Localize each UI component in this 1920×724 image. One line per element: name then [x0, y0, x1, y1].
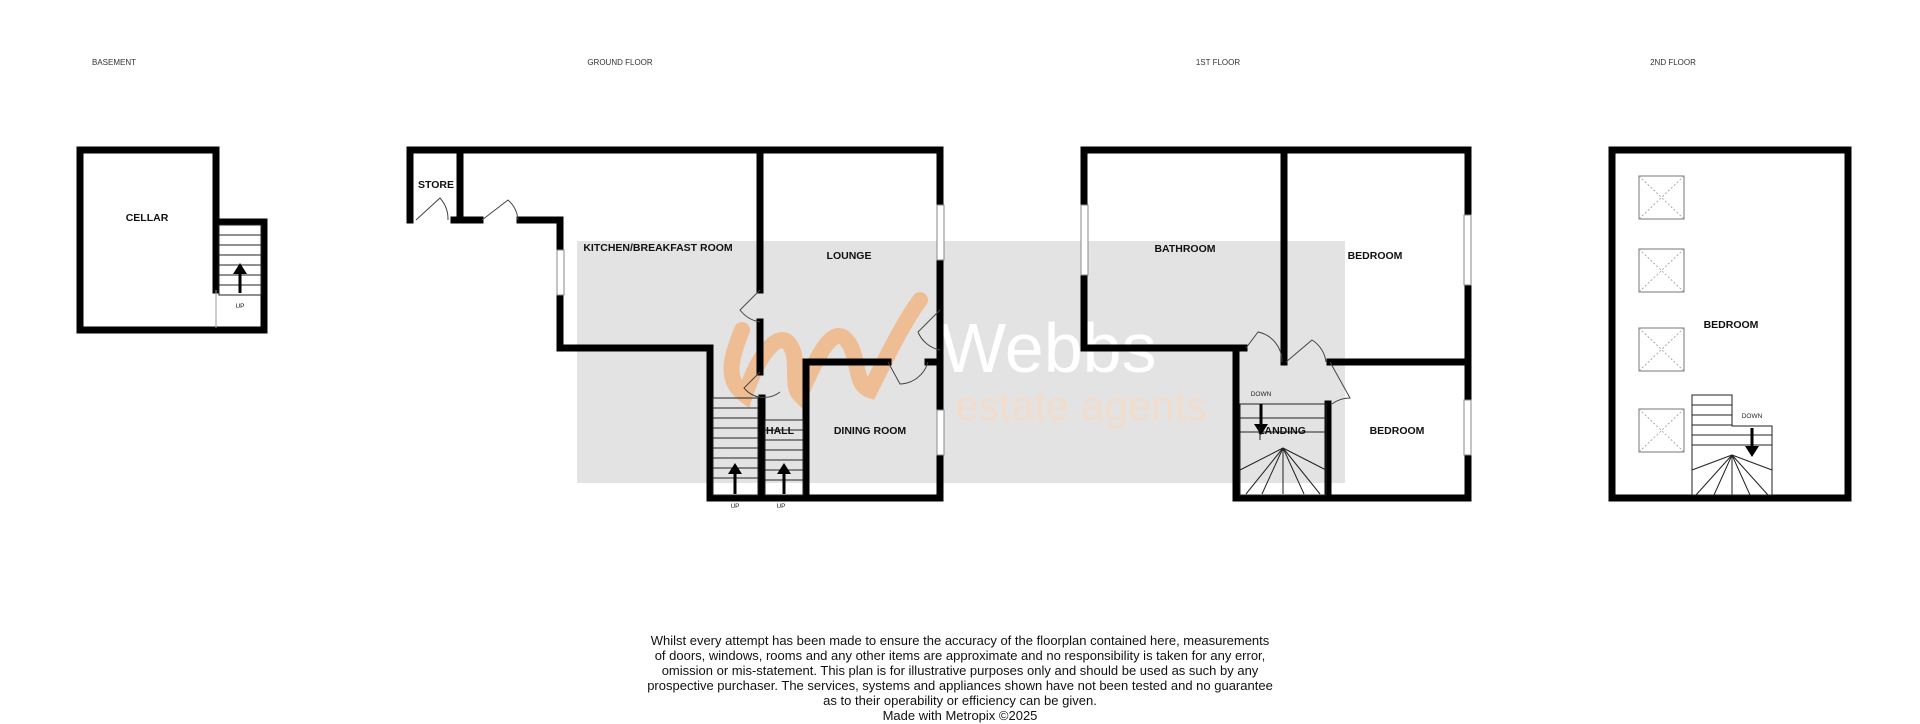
disclaimer-credit: Made with Metropix ©2025	[882, 708, 1038, 723]
room-label-bedroom-1: BEDROOM	[1347, 250, 1403, 262]
room-label-kitchen: KITCHEN/BREAKFAST ROOM	[583, 242, 733, 254]
room-label-bedroom-2: BEDROOM	[1369, 425, 1425, 437]
room-label-dining: DINING ROOM	[833, 425, 907, 437]
stairs-label-ground-up-1: UP	[730, 503, 740, 510]
skylight	[1639, 176, 1684, 219]
skylight	[1639, 409, 1684, 452]
disclaimer-line: omission or mis-statement. This plan is for illustrative purposes only and should be used as such by any	[661, 663, 1259, 678]
floor-title-second: 2ND FLOOR	[1650, 58, 1696, 67]
room-label-store: STORE	[418, 179, 454, 191]
disclaimer-line: prospective purchaser. The services, systems and appliances shown have not been tested and no guarantee	[647, 678, 1273, 693]
disclaimer-line: of doors, windows, rooms and any other items are approximate and no responsibility is taken for any error,	[654, 648, 1266, 663]
skylight	[1639, 328, 1684, 371]
room-label-hall: HALL	[766, 425, 794, 437]
second-stairs	[1692, 395, 1772, 495]
floor-title-basement: BASEMENT	[91, 58, 137, 67]
room-label-bedroom-3: BEDROOM	[1703, 319, 1759, 331]
room-label-bathroom: BATHROOM	[1154, 243, 1216, 255]
stairs-label-first-down: DOWN	[1250, 391, 1272, 398]
skylight	[1639, 249, 1684, 292]
disclaimer	[560, 633, 1360, 723]
watermark-subtitle: estate agents	[955, 382, 1208, 429]
stairs-label-cellar-up: UP	[235, 303, 245, 310]
disclaimer-line: as to their operability or efficiency can be given.	[823, 693, 1097, 708]
watermark-brand: Webbs	[940, 309, 1157, 387]
stairs-label-second-down: DOWN	[1741, 413, 1763, 420]
floor-title-ground: GROUND FLOOR	[587, 58, 653, 67]
disclaimer-line: Whilst every attempt has been made to ensure the accuracy of the floorplan contained here, measurements	[650, 633, 1270, 648]
room-label-cellar: CELLAR	[125, 212, 169, 224]
cellar-stairs	[219, 225, 261, 295]
floor-title-first: 1ST FLOOR	[1195, 58, 1241, 67]
stairs-label-ground-up-2: UP	[776, 503, 786, 510]
room-label-lounge: LOUNGE	[826, 250, 872, 262]
room-label-landing: LANDING	[1258, 425, 1306, 437]
